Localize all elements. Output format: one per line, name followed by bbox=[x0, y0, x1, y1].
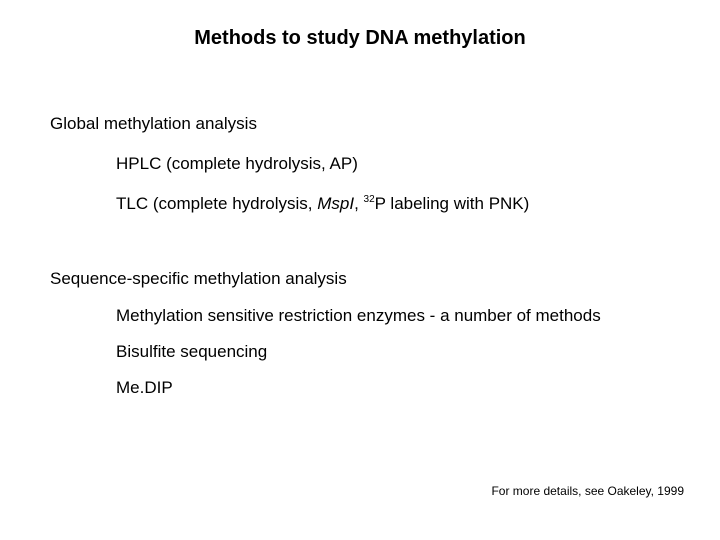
section-heading-global: Global methylation analysis bbox=[50, 114, 257, 133]
list-item-restriction-enzymes: Methylation sensitive restriction enzymes - a number of methods bbox=[116, 306, 601, 325]
footnote-reference: For more details, see Oakeley, 1999 bbox=[491, 484, 684, 498]
list-item-tlc bbox=[116, 193, 529, 215]
list-item-tlc-text-before: TLC (complete hydrolysis, bbox=[116, 194, 318, 213]
list-item-tlc-text-middle: , bbox=[354, 194, 364, 213]
list-item-tlc-text-after: P labeling with PNK) bbox=[374, 194, 530, 213]
list-item-hplc: HPLC (complete hydrolysis, AP) bbox=[116, 154, 358, 173]
list-item-bisulfite: Bisulfite sequencing bbox=[116, 342, 268, 361]
enzyme-name-mspi: MspI bbox=[317, 194, 355, 213]
slide-title: Methods to study DNA methylation bbox=[194, 27, 526, 49]
list-item-medip: Me.DIP bbox=[116, 378, 173, 397]
isotope-mass-superscript: 32 bbox=[363, 194, 375, 205]
section-heading-sequence-specific: Sequence-specific methylation analysis bbox=[50, 269, 347, 288]
